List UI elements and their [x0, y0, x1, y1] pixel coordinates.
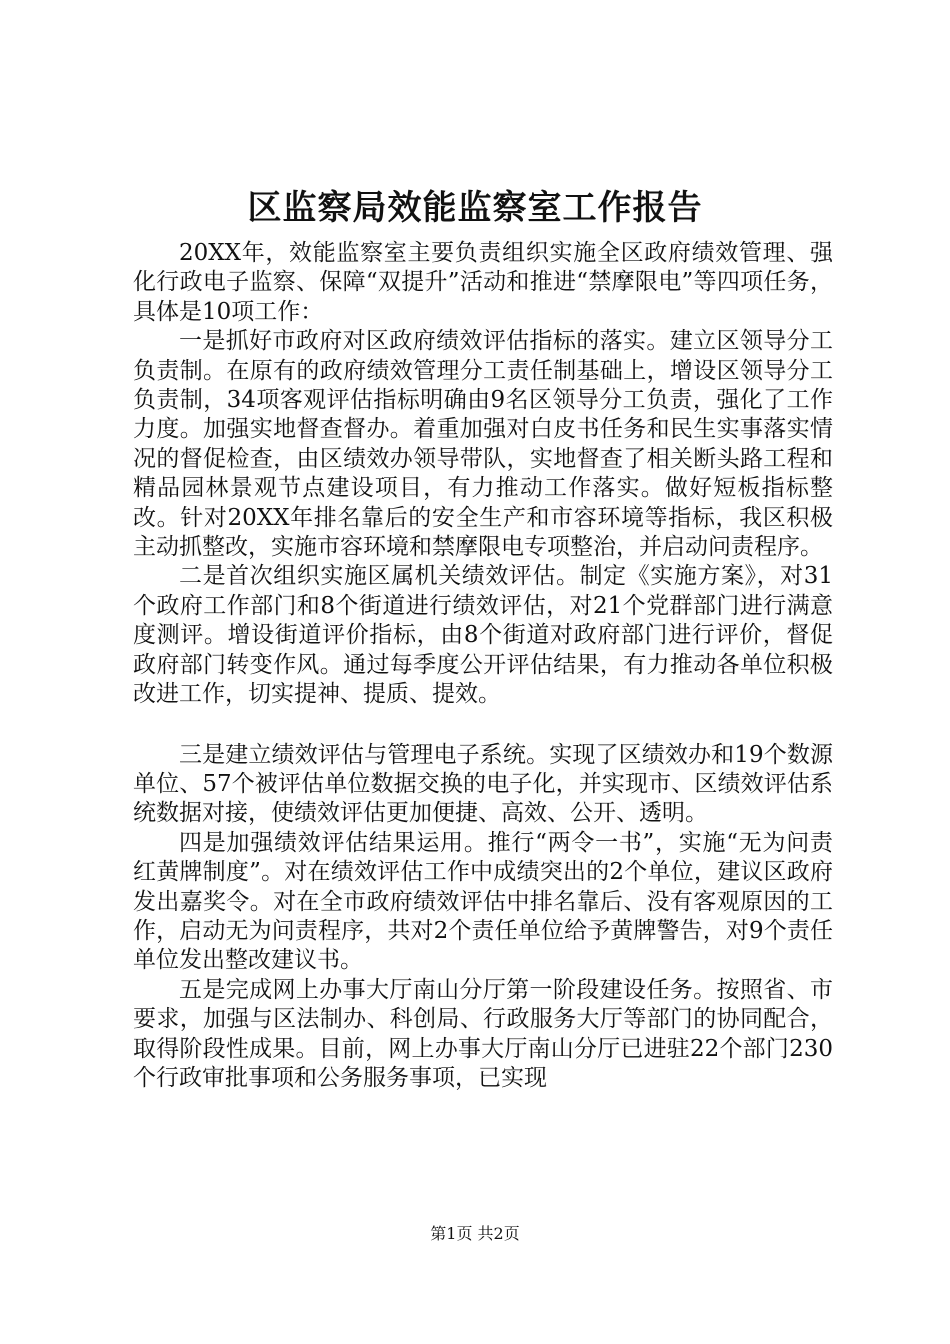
document-body [133, 239, 833, 1093]
paragraph-item-1: 一是抓好市政府对区政府绩效评估指标的落实。建立区领导分工负责制。在原有的政府绩效管理分工责任制基础上，增设区领导分工负责制，34项客观评估指标明确由9名区领导分工负责，强化了工作力度。加强实地督查督办。着重加强对白皮书任务和民生实事落实情况的督促检查，由区绩效办领导带队，实地督查了相关断头路工程和精品园林景观节点建设项目，有力推动工作落实。做好短板指标整改。针对20XX年排名靠后的安全生产和市容环境等指标，我区积极主动抓整改，实施市容环境和禁摩限电专项整治，并启动问责程序。 [133, 328, 833, 561]
paragraph-item-3: 三是建立绩效评估与管理电子系统。实现了区绩效办和19个数源单位、57个被评估单位数据交换的电子化，并实现市、区绩效评估系统数据对接，使绩效评估更加便捷、高效、公开、透明。 [133, 741, 833, 827]
document-title: 区监察局效能监察室工作报告 [247, 188, 703, 228]
paragraph-item-2: 二是首次组织实施区属机关绩效评估。制定《实施方案》，对31个政府工作部门和8个街道进行绩效评估，对21个党群部门进行满意度测评。增设街道评价指标，由8个街道对政府部门进行评价，督促政府部门转变作风。通过每季度公开评估结果，有力推动各单位积极改进工作，切实提神、提质、提效。 [133, 563, 833, 708]
paragraph-item-4: 四是加强绩效评估结果运用。推行“两令一书”，实施“无为问责红黄牌制度”。对在绩效评估工作中成绩突出的2个单位，建议区政府发出嘉奖令。对在全市政府绩效评估中排名靠后、没有客观原因的工作，启动无为问责程序，共对2个责任单位给予黄牌警告，对9个责任单位发出整改建议书。 [133, 829, 833, 974]
page-number: 第1页 共2页 [430, 1224, 520, 1243]
paragraph-item-5: 五是完成网上办事大厅南山分厅第一阶段建设任务。按照省、市要求，加强与区法制办、科创局、行政服务大厅等部门的协同配合，取得阶段性成果。目前，网上办事大厅南山分厅已进驻22个部门230个行政审批事项和公务服务事项，已实现 [133, 976, 833, 1091]
paragraph-intro: 20XX年，效能监察室主要负责组织实施全区政府绩效管理、强化行政电子监察、保障“双提升”活动和推进“禁摩限电”等四项任务，具体是10项工作： [133, 240, 833, 325]
